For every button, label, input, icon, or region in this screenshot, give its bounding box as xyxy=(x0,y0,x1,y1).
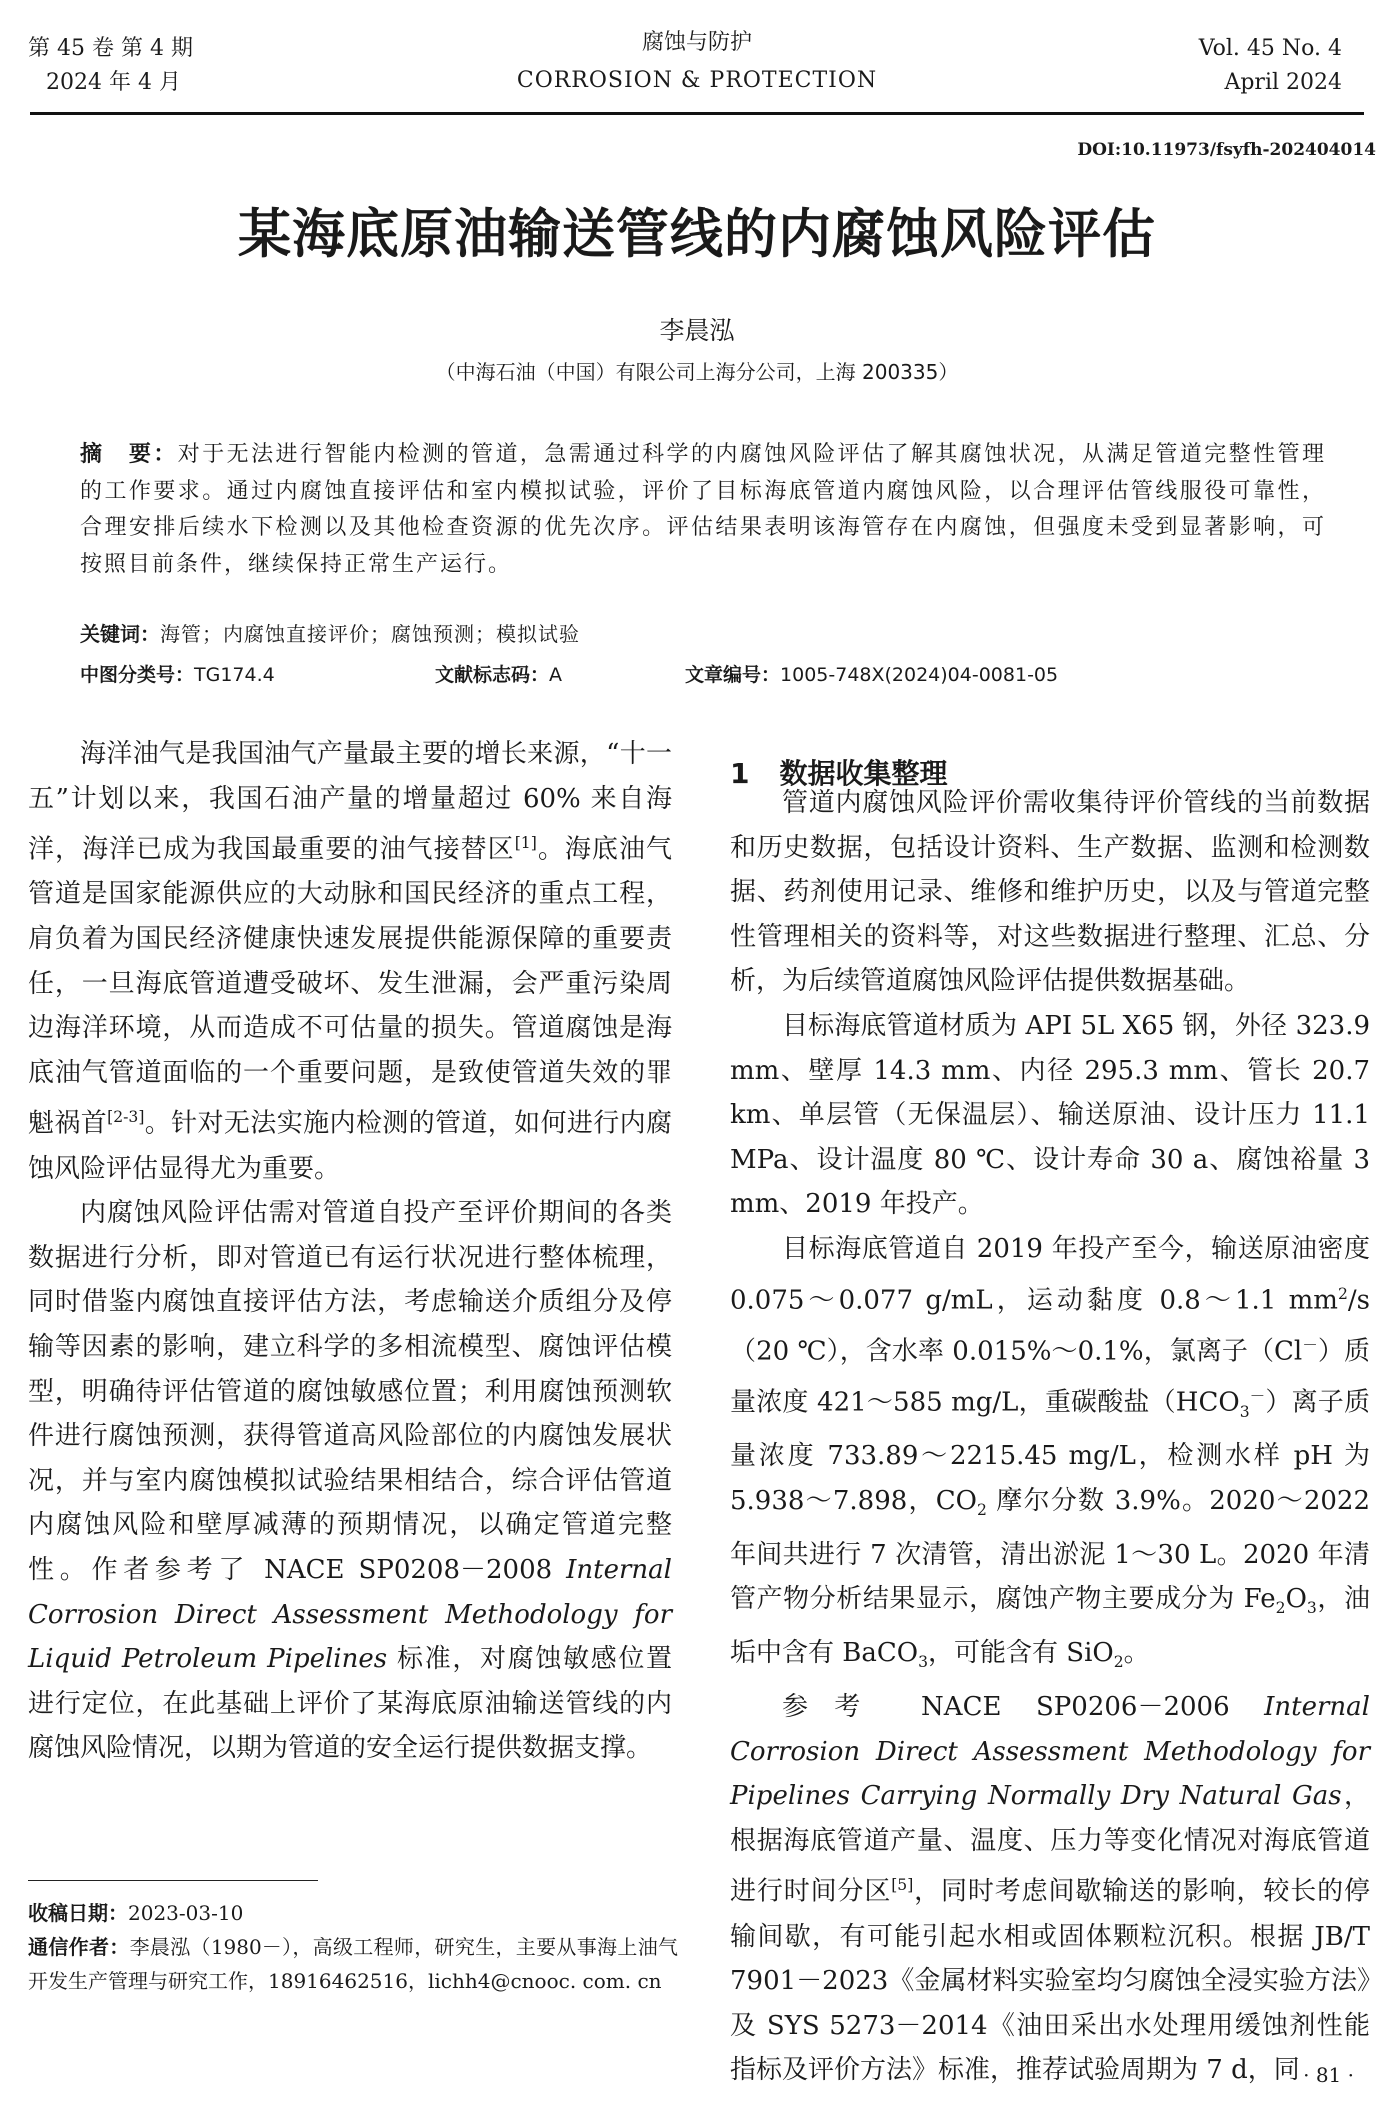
superscript: 2 xyxy=(1337,1284,1348,1303)
journal-volume-issue: 第 45 卷 第 4 期 xyxy=(28,36,193,61)
text-run: ）离子质量浓度 733.89～2215.45 mg/L，检测水样 pH 为 5.938～7.898，CO xyxy=(730,1387,1370,1517)
superscript: － xyxy=(1302,1335,1318,1354)
text-run: 内腐蚀风险评估需对管道自投产至评价期间的各类数据进行分析，即对管道已有运行状况进行整体梳理，同时借鉴内腐蚀直接评估方法，考虑输送介质组分及停输等因素的影响，建立科学的多相流模型、腐蚀评估模型，明确待评估管道的腐蚀敏感位置；利用腐蚀预测软件进行腐蚀预测，获得管道高风险部位的内腐蚀发展状况，并与室内腐蚀模拟试验结果相结合，综合评估管道内腐蚀风险和壁厚减薄的预期情况，以确定管道完整性。作者参考了 NACE SP0208－2008 xyxy=(28,1198,672,1585)
article-no-label: 文章编号： xyxy=(685,664,781,686)
journal-month: April 2024 xyxy=(1224,70,1342,95)
keywords-label: 关键词： xyxy=(80,622,160,646)
received-date xyxy=(28,1896,678,1930)
corr-label: 通信作者： xyxy=(28,1935,130,1959)
doi: DOI:10.11973/fsyfh-202404014 xyxy=(1077,140,1376,160)
abstract xyxy=(80,437,1326,583)
text-run: 标准，对腐蚀敏感位置进行定位，在此基础上评价了某海底原油输送管线的内腐蚀风险情况，以期为管道的安全运行提供数据支撑。 xyxy=(28,1644,673,1764)
text-run: ，同时考虑间歇输送的影响，较长的停输间歇，有可能引起水相或固体颗粒沉积。根据 JB/T 7901－2023《金属材料实验室均匀腐蚀全浸实验方法》及 SYS 5273－2014《油田采出水处理用缓蚀剂性能指标及评价方法》标准，推荐试验周期为 7 d，同 xyxy=(730,1877,1370,2086)
intro-paragraph-2 xyxy=(28,1191,672,1771)
clc-label: 中图分类号： xyxy=(80,664,195,686)
received-label: 收稿日期： xyxy=(28,1901,128,1925)
clc-value: TG174.4 xyxy=(194,664,275,686)
abstract-text: 对于无法进行智能内检测的管道，急需通过科学的内腐蚀风险评估了解其腐蚀状况，从满足管道完整性管理的工作要求。通过内腐蚀直接评估和室内模拟试验，评价了目标海底管道内腐蚀风险，以合理评估管线服役可靠性，合理安排后续水下检测以及其他检查资源的优先次序。评估结果表明该海管存在内腐蚀，但强度未受到显著影响，可按照目前条件，继续保持正常生产运行。 xyxy=(80,442,1326,577)
keywords-text: 海管；内腐蚀直接评价；腐蚀预测；模拟试验 xyxy=(160,622,580,646)
corresponding-author xyxy=(28,1930,678,1998)
journal-vol-no: Vol. 45 No. 4 xyxy=(1198,36,1342,61)
text-run: 。海底油气管道是国家能源供应的大动脉和国民经济的重点工程，肩负着为国民经济健康快速发展提供能源保障的重要责任，一旦海底管道遭受破坏、发生泄漏，会严重污染周边海洋环境，从而造成不可估量的损失。管道腐蚀是海底油气管道面临的一个重要问题，是致使管道失效的罪魁祸首 xyxy=(28,834,672,1140)
text-run: O xyxy=(1285,1584,1307,1615)
article-no-value: 1005-748X(2024)04-0081-05 xyxy=(780,664,1059,686)
subscript: 2 xyxy=(1275,1599,1286,1618)
subscript: 3 xyxy=(1306,1599,1317,1618)
keywords xyxy=(80,618,580,647)
corr-value: 李晨泓（1980－），高级工程师，研究生，主要从事海上油气开发生产管理与研究工作，18916462516，lichh4@cnooc. com. cn xyxy=(28,1935,679,1993)
text-run: 目标海底管道自 2019 年投产至今，输送原油密度 0.075～0.077 g/mL，运动黏度 0.8～1.1 mm xyxy=(730,1233,1370,1316)
subscript: 2 xyxy=(976,1501,987,1520)
text-run: ，可能含有 SiO xyxy=(928,1638,1114,1669)
left-column xyxy=(28,732,672,1771)
section-paragraph-3 xyxy=(730,1227,1370,1685)
section-paragraph-2: 目标海底管道材质为 API 5L X65 钢，外径 323.9 mm、壁厚 14.3 mm、内径 295.3 mm、管长 20.7 km、单层管（无保温层）、输送原油、设计压力 11.1 MPa、设计温度 80 ℃、设计寿命 30 a、腐蚀裕量 3 mm、2019 年投产。 xyxy=(730,1010,1370,1220)
doc-code-label: 文献标志码： xyxy=(435,664,550,686)
journal-name-cn: 腐蚀与防护 xyxy=(641,30,752,55)
text-run: 。 xyxy=(1123,1638,1150,1669)
author: 李晨泓 xyxy=(659,316,735,345)
abstract-label: 摘 要： xyxy=(80,442,178,467)
affiliation: （中海石油（中国）有限公司上海分公司，上海 200335） xyxy=(435,360,959,384)
citation-ref: [2-3] xyxy=(107,1108,145,1127)
text-run: ，根据海底管道产量、温度、压力等变化情况对海底管道进行时间分区 xyxy=(730,1781,1370,1908)
doc-code-value: A xyxy=(549,664,563,686)
journal-date: 2024 年 4 月 xyxy=(46,70,181,95)
text-run: /s（20 ℃），含水率 0.015%～0.1%，氯离子（Cl xyxy=(730,1285,1370,1367)
text-run: 海洋油气是我国油气产量最主要的增长来源，“十一五”计划以来，我国石油产量的增量超过 60% 来自海洋，海洋已成为我国最重要的油气接替区 xyxy=(28,739,672,865)
citation-ref: [5] xyxy=(891,1876,914,1895)
citation-ref: [1] xyxy=(514,834,537,853)
intro-paragraph-1 xyxy=(28,732,672,1191)
section-paragraph-4 xyxy=(730,1685,1370,2093)
received-value: 2023-03-10 xyxy=(128,1901,244,1925)
text-run: ，油垢中含有 BaCO xyxy=(730,1584,1370,1669)
header-rule xyxy=(30,112,1364,115)
subscript: 3 xyxy=(918,1653,929,1672)
text-run: ）质量浓度 421～585 mg/L，重碳酸盐（HCO xyxy=(730,1336,1370,1418)
article-title: 某海底原油输送管线的内腐蚀风险评估 xyxy=(238,204,1156,265)
text-run: 参考 NACE SP0206－2006 xyxy=(782,1692,1265,1722)
page-number: · 81 · xyxy=(1303,2063,1354,2087)
subscript: 2 xyxy=(1113,1653,1124,1672)
standard-title: Internal Corrosion Direct Assessment Methodology for Pipelines Carrying Normally Dry Natural Gas xyxy=(730,1692,1370,1812)
right-column xyxy=(730,781,1370,2093)
text-run: 摩尔分数 3.9%。2020～2022 年间共进行 7 次清管，清出淤泥 1～30 L。2020 年清管产物分析结果显示，腐蚀产物主要成分为 Fe xyxy=(730,1486,1371,1615)
classification-line xyxy=(80,660,1340,687)
superscript: － xyxy=(1249,1387,1266,1406)
section-title: 数据收集整理 xyxy=(779,757,948,790)
standard-title: Internal Corrosion Direct Assessment Methodology for Liquid Petroleum Pipelines xyxy=(28,1555,672,1675)
footnote-rule xyxy=(28,1880,318,1881)
section-paragraph-1: 管道内腐蚀风险评价需收集待评价管线的当前数据和历史数据，包括设计资料、生产数据、监测和检测数据、药剂使用记录、维修和维护历史，以及与管道完整性管理相关的资料等，对这些数据进行整理、汇总、分析，为后续管道腐蚀风险评估提供数据基础。 xyxy=(730,788,1370,997)
subscript: 3 xyxy=(1239,1402,1250,1421)
text-run: 。针对无法实施内检测的管道，如何进行内腐蚀风险评估显得尤为重要。 xyxy=(28,1109,672,1184)
section-number: 1 xyxy=(730,757,750,790)
journal-name-en: CORROSION & PROTECTION xyxy=(516,68,878,93)
